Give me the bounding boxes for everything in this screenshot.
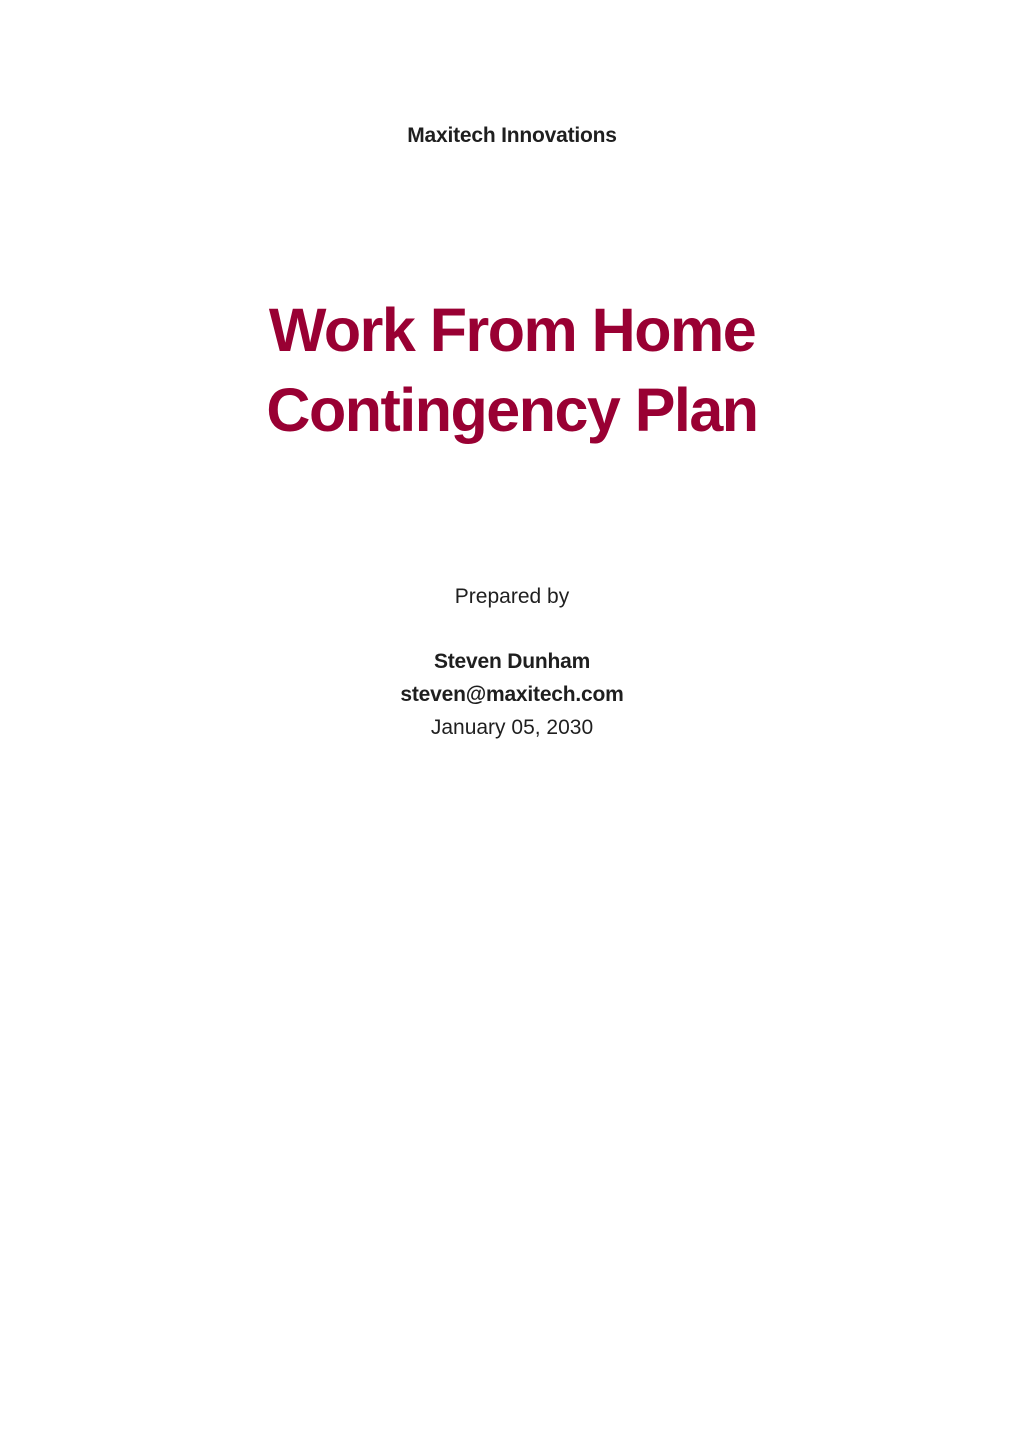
author-email: steven@maxitech.com — [400, 683, 624, 706]
document-date: January 05, 2030 — [430, 716, 594, 739]
company-name: Maxitech Innovations — [407, 124, 617, 147]
title-line-2: Contingency Plan — [266, 376, 758, 444]
prepared-by-label: Prepared by — [454, 585, 570, 608]
title-line-1: Work From Home — [268, 296, 756, 364]
document-title — [0, 290, 1024, 450]
author-block — [0, 645, 1024, 744]
author-name: Steven Dunham — [433, 650, 591, 673]
